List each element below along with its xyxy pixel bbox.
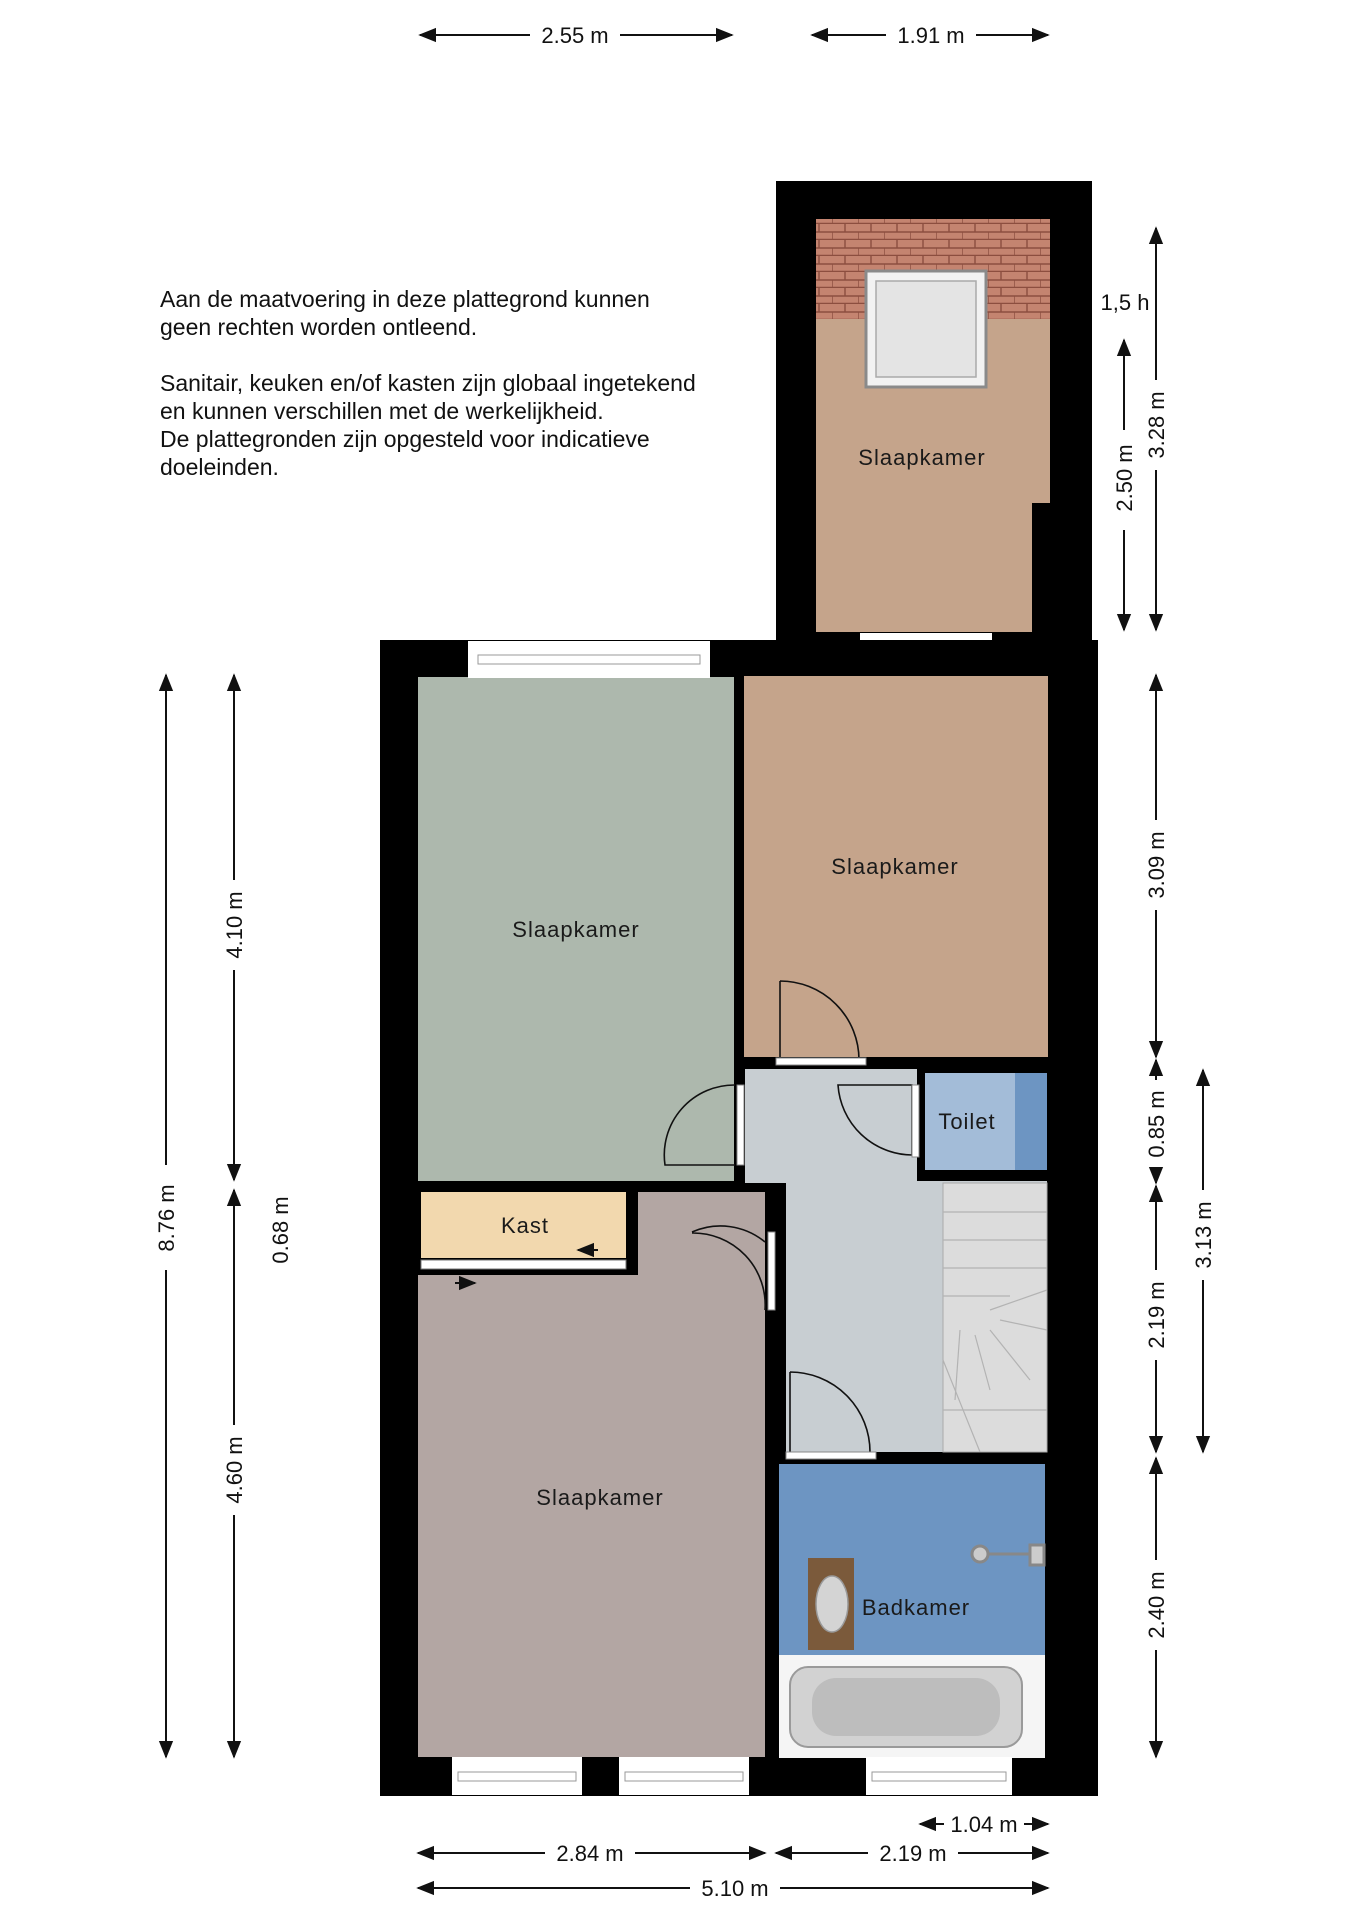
dim-right-a: 3.09 m	[1144, 831, 1169, 899]
dim-right-c: 2.19 m	[1144, 1281, 1169, 1349]
disclaimer-note	[160, 285, 800, 509]
dim-top-right: 1.91 m	[897, 23, 965, 48]
label-mauve-bedroom: Slaapkamer	[536, 1485, 664, 1510]
dim-top-left: 2.55 m	[541, 23, 609, 48]
dim-height-note: 1,5 h	[1100, 290, 1150, 315]
kast-door-track	[421, 1260, 626, 1269]
dim-bottom-left: 2.84 m	[556, 1841, 624, 1866]
label-brown-bedroom: Slaapkamer	[831, 854, 959, 879]
dim-left-upper: 4.10 m	[222, 891, 247, 959]
dim-right-d: 2.40 m	[1144, 1571, 1169, 1639]
label-attic-bedroom: Slaapkamer	[858, 445, 986, 470]
toilet-fixture	[1015, 1073, 1047, 1170]
sink	[816, 1576, 848, 1632]
dim-left-total: 8.76 m	[154, 1184, 179, 1252]
dim-attic-outer: 3.28 m	[1144, 391, 1169, 459]
dim-right-outer: 3.13 m	[1191, 1201, 1216, 1269]
dim-attic-inner: 2.50 m	[1112, 444, 1137, 512]
dim-bottom-total: 5.10 m	[701, 1876, 769, 1901]
dim-bottom-small: 1.04 m	[950, 1812, 1018, 1837]
dim-bottom-right: 2.19 m	[879, 1841, 947, 1866]
room-mauve-bedroom	[418, 1192, 765, 1757]
disclaimer-1: Aan de maatvoering in deze plattegrond kunnen geen rechten worden ontleend.	[160, 286, 650, 340]
dim-left-lower: 4.60 m	[222, 1436, 247, 1504]
dim-left-mid: 0.68 m	[268, 1196, 293, 1264]
label-green-bedroom: Slaapkamer	[512, 917, 640, 942]
label-toilet: Toilet	[938, 1109, 996, 1134]
stairs	[943, 1183, 1047, 1452]
dim-right-b: 0.85 m	[1144, 1090, 1169, 1158]
disclaimer-2: Sanitair, keuken en/of kasten zijn globaal ingetekend en kunnen verschillen met de werkelijkheid. De plattegronden zijn opgesteld voor indicatieve doeleinden.	[160, 370, 696, 480]
label-bathroom: Badkamer	[861, 1595, 971, 1620]
label-kast: Kast	[500, 1213, 550, 1238]
